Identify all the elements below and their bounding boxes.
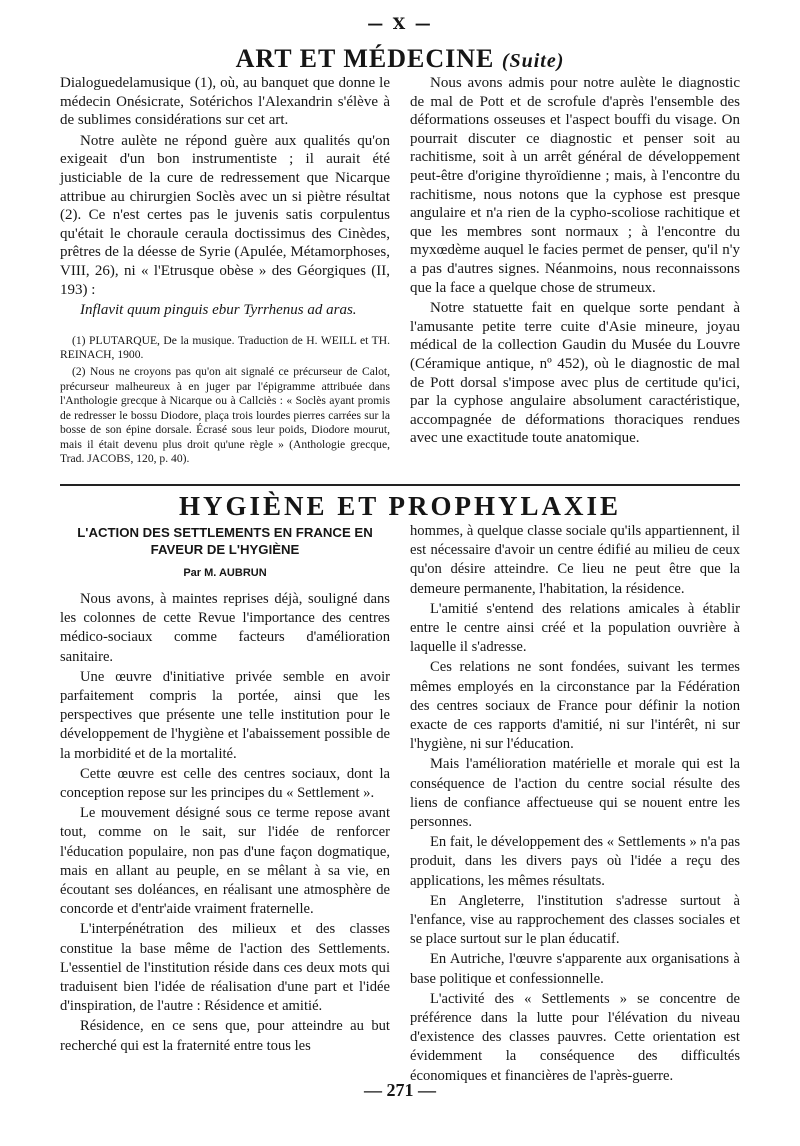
art-paragraph: Nous avons admis pour notre aulète le diagnostic de mal de Pott et de scrofule d'après l'ensemble des déformations osseuses et l'aspect bouffi du visage. On pourrait discuter ce diagnostic et penser soit au rachitisme, soit à un arrêt général de développement peut-être d'origine thyroïdienne ; mais, à l'encontre du rachitisme, nous notons que la cyphose est presque angulaire et n'a rien de la cypho-scoliose rachitique et que les membres sont normaux ; à l'encontre du myxœdème auquel le facies permet de penser, qu'il n'y a pas d'autres signes. Néanmoins, nous reconnaissons que la face a quelque chose de strumeux. — [410, 75, 740, 296]
article-author: Par M. AUBRUN — [183, 567, 267, 579]
art-paragraph: Notre statuette fait en quelque sorte pendant à l'amusante petite terre cuite d'Asie mineure, joyau médical de la collection Gaudin du Musée du Louvre (Céramique antique, nº 452), où le diagnostic de mal de Pott dorsal s'impose avec plus de certitude qu'ici, par la cyphose angulaire absolument caractéristique, accompagnée de déformations thoraciques rendues avec une exactitude toute anatomique. — [410, 300, 740, 447]
hygiene-paragraph: Ces relations ne sont fondées, suivant les termes mêmes employés en la circonstance par la Fédération des centres sociaux de France pour définir la notion exacte de ces rapports d'amitié, ni sur l'intérêt, ni sur l'hygiène, ni sur l'éducation. — [410, 659, 740, 753]
section-title-hygiene: HYGIÈNE ET PROPHYLAXIE — [178, 491, 622, 521]
folio-roman: — X — — [367, 14, 433, 33]
hygiene-paragraph: Cette œuvre est celle des centres sociaux, dont la conception repose sur les principes du « Settlement ». — [60, 765, 390, 802]
hygiene-paragraph: En Angleterre, l'institution s'adresse surtout à l'enfance, vise au rapprochement des classes sociales et se place surtout sur le plan éducatif. — [410, 892, 740, 948]
hygiene-paragraph: Résidence, en ce sens que, pour atteindre au but recherché qui est la fraternité entre tous les — [60, 1018, 390, 1054]
latin-quote: Inflavit quum pinguis ebur Tyrrhenus ad aras. — [80, 302, 357, 319]
hygiene-paragraph: hommes, à quelque classe sociale qu'ils appartiennent, il est nécessaire d'avoir un centre édifié au milieu de ceux qu'on désire atteindre. Ce lieu ne peut être que la demeure permanente, l'habitation, la résidence. — [410, 523, 740, 597]
art-paragraph: Dialoguedelamusique (1), où, au banquet que donne le médecin Onésicrate, Sotérichos l'Alexandrin s'élève à de sublimes considérations sur cet art. — [60, 75, 390, 129]
section-divider — [60, 484, 740, 486]
section-title-suite: (Suite) — [501, 50, 565, 72]
hygiene-paragraph: En fait, le développement des « Settlements » n'a pas produit, dans les divers pays où l'idée a reçu des applications, les mêmes résultats. — [410, 834, 740, 889]
hygiene-paragraph: Nous avons, à maintes reprises déjà, souligné dans les colonnes de cette Revue l'importance des centres médico-sociaux comme facteurs d'amélioration sanitaire. — [60, 591, 390, 665]
hygiene-right-column — [410, 522, 740, 1086]
art-left-column — [60, 74, 390, 467]
art-paragraph: Notre aulète ne répond guère aux qualités qu'on exigeait d'un bon instrumentiste ; il aurait été justiciable de la cure de redressement que Nicarque attribue au chirurgien Soclès avec un si piètre résultat (2). Ce n'est certes pas le juvenis satis corpulentus qu'était le choraule ceraula doctissimus des Cinèdes, prêtres de la déesse de Syrie (Apulée, Métamorphoses, VIII, 26), ni « l'Etrusque obèse » des Géorgiques (II, 193) : — [60, 132, 390, 298]
art-right-column — [410, 74, 740, 448]
hygiene-paragraph: Une œuvre d'initiative privée semble en avoir parfaitement compris la portée, ainsi que les perspectives que présente une telle institution pour le développement de l'hygiène et l'abaissement possible de la morbidité et de la mortalité. — [60, 668, 390, 762]
hygiene-paragraph: Mais l'amélioration matérielle et morale qui est la conséquence de l'action du centre social résulte des liens de confiance affectueuse qui se nouent entre les personnes. — [410, 756, 740, 831]
footnote: (1) PLUTARQUE, De la musique. Traduction de H. WEILL et TH. REINACH, 1900. — [60, 333, 390, 362]
section-title-text: ART ET MÉDECINE — [235, 44, 495, 73]
page-number: — 271 — — [364, 1080, 436, 1100]
hygiene-paragraph: L'activité des « Settlements » se concentre de préférence dans la lutte pour l'élévation du niveau d'existence des classes pauvres. Cette orientation est évidemment la conséquence des difficultés économiques et financières de l'après-guerre. — [410, 990, 740, 1084]
footnote: (2) Nous ne croyons pas qu'on ait signalé ce précurseur de Calot, précurseur malheureux à en juger par l'épigramme attribuée dans l'Anthologie grecque à Nicarque ou à Callciès : « Soclès ayant promis de redresser le bossu Diodore, plaça trois lourdes pierres carrées sur la bosse de son épine dorsale. Écrasé sous leur poids, Diodore mourut, mais il était devenu plus droit qu'une règle » (Anthologie grecque, Trad. JACOBS, 120, p. 40). — [60, 364, 390, 466]
article-title: L'ACTION DES SETTLEMENTS EN FRANCE EN FAVEUR DE L'HYGIÈNE — [77, 525, 373, 557]
hygiene-paragraph: Le mouvement désigné sous ce terme repose avant tout, comme on le sait, sur l'idée de renforcer l'éducation populaire, non pas d'une façon dogmatique, mais en allant au peuple, en se mêlant à sa vie, en écoutant ses doléances, en réalisant une atmosphère de concorde et d'entr'aide vraiment fraternelle. — [60, 805, 390, 918]
hygiene-paragraph: En Autriche, l'œuvre s'apparente aux organisations à base politique et confessionnelle. — [410, 951, 740, 987]
hygiene-left-column — [60, 590, 390, 1056]
section-title-art-medecine — [0, 44, 800, 76]
hygiene-paragraph: L'amitié s'entend des relations amicales à établir entre le centre ainsi créé et la population ouvrière à laquelle il s'adresse. — [410, 600, 740, 656]
footnotes — [60, 334, 390, 467]
hygiene-paragraph: L'interpénétration des milieux et des classes constitue la base même de l'action des Settlements. L'essentiel de l'institution réside dans ces deux mots qui traduisent bien l'idée de réalisation d'une part et l'idée d'inspiration, de l'autre : Résidence et amitié. — [60, 921, 390, 1015]
